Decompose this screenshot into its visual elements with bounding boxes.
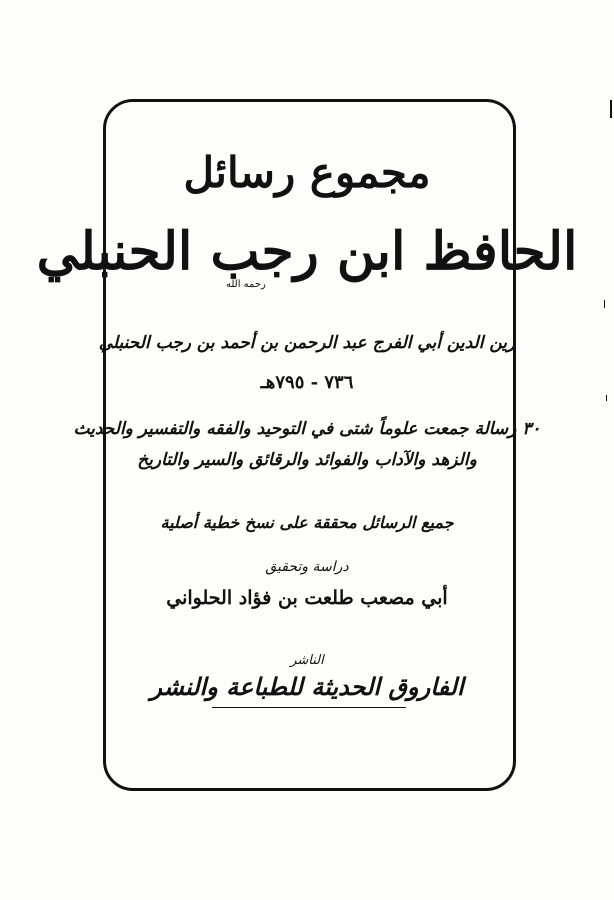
author-dates: ٧٣٦ - ٧٩٥هـ (260, 372, 354, 393)
manuscript-note: جميع الرسائل محققة على نسخ خطية أصلية (160, 513, 454, 532)
description-line-1: ٣٠ رسالة جمعت علوماً شتى في التوحيد والفقه والتفسير والحديث (73, 419, 541, 439)
description-line-2: والزهد والآداب والفوائد والرقائق والسير والتاريخ (137, 450, 477, 470)
scan-edge-mark (610, 100, 612, 118)
study-label: دراسة وتحقيق (265, 559, 349, 575)
publisher-label: الناشر (290, 653, 324, 668)
honorific-mark: رحمه الله (226, 279, 266, 290)
title-line-2: الحافظ ابن رجب الحنبلي (36, 221, 578, 282)
publisher-underline (212, 707, 406, 708)
title-line-1: مجموع رسائل (183, 148, 431, 197)
scan-edge-mark (604, 300, 605, 308)
editor-name: أبي مصعب طلعت بن فؤاد الحلواني (166, 587, 448, 609)
publisher-name: الفاروق الحديثة للطباعة والنشر (150, 672, 464, 701)
author-full-name: زين الدين أبي الفرج عبد الرحمن بن أحمد بن رجب الحنبلي (98, 333, 516, 353)
scan-edge-mark (606, 395, 607, 401)
